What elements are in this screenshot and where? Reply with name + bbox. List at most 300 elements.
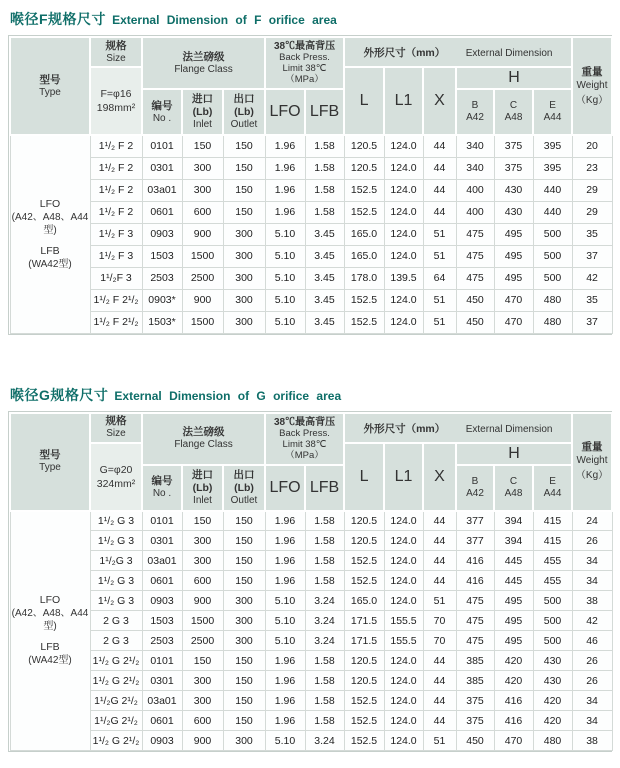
type-group-name: LFO: [39, 594, 61, 607]
cell-lfo: 5.10: [265, 267, 305, 289]
cell-c: 420: [494, 651, 533, 671]
col-header-flange-en: Flange Class: [174, 439, 233, 450]
col-header-weight-zh: 重量: [581, 441, 603, 453]
cell-b: 475: [456, 591, 494, 611]
section-title-g: [10, 385, 612, 405]
cell-size: 1¹/₂ G 3: [90, 531, 142, 551]
cell-outlet: 150: [223, 711, 265, 731]
cell-e: 480: [533, 289, 572, 311]
col-header-bp-zh: 38℃最高背压: [273, 41, 336, 52]
cell-x: 51: [423, 311, 456, 333]
cell-outlet: 300: [223, 223, 265, 245]
cell-lfb: 1.58: [305, 135, 344, 157]
cell-lfb: 1.58: [305, 179, 344, 201]
cell-l1: 124.0: [384, 311, 423, 333]
cell-size: 1¹/₂ F 2¹/₂: [90, 311, 142, 333]
cell-size: 1¹/₂ F 2: [90, 135, 142, 157]
cell-inlet: 2500: [182, 631, 223, 651]
col-header-size: [90, 37, 142, 67]
cell-lfb: 1.58: [305, 157, 344, 179]
col-header-flange-class: [142, 413, 265, 465]
cell-l: 120.5: [344, 531, 384, 551]
cell-inlet: 300: [182, 671, 223, 691]
type-group: [12, 245, 89, 271]
cell-inlet: 300: [182, 157, 223, 179]
cell-l1: 124.0: [384, 711, 423, 731]
cell-b: 475: [456, 267, 494, 289]
cell-weight: 46: [572, 631, 612, 651]
cell-lfb: 1.58: [305, 551, 344, 571]
section-title-g-zh: 喉径G规格尺寸: [10, 386, 109, 403]
cell-x: 44: [423, 651, 456, 671]
col-header-h: H: [456, 67, 572, 89]
cell-weight: 20: [572, 135, 612, 157]
cell-size: 1¹/₂ G 3: [90, 591, 142, 611]
cell-outlet: 300: [223, 267, 265, 289]
cell-lfo: 1.96: [265, 571, 305, 591]
col-header-weight-unit: （Kg）: [575, 94, 609, 106]
col-header-outlet-zh: 出口(Lb): [233, 93, 255, 118]
table-row: [10, 267, 612, 289]
cell-no: 03a01: [142, 691, 182, 711]
col-header-inlet: [182, 89, 223, 135]
cell-l1: 124.0: [384, 511, 423, 531]
cell-l: 152.5: [344, 731, 384, 751]
cell-weight: 26: [572, 671, 612, 691]
col-header-inlet-zh: 进口(Lb): [192, 468, 213, 494]
cell-l1: 124.0: [384, 245, 423, 267]
table-row: [10, 223, 612, 245]
cell-b: 340: [456, 135, 494, 157]
cell-l: 165.0: [344, 245, 384, 267]
table-row: [10, 731, 612, 751]
cell-lfb: 1.58: [305, 711, 344, 731]
col-header-size-zh: 规格: [105, 415, 127, 427]
cell-c: 445: [494, 571, 533, 591]
cell-outlet: 150: [223, 571, 265, 591]
cell-e: 500: [533, 591, 572, 611]
cell-e: 500: [533, 611, 572, 631]
cell-b: 475: [456, 631, 494, 651]
cell-l: 152.5: [344, 551, 384, 571]
cell-lfb: 3.24: [305, 731, 344, 751]
cell-c: 495: [494, 611, 533, 631]
cell-outlet: 300: [223, 311, 265, 333]
cell-weight: 29: [572, 201, 612, 223]
cell-x: 51: [423, 223, 456, 245]
cell-l: 165.0: [344, 591, 384, 611]
cell-x: 44: [423, 179, 456, 201]
cell-weight: 29: [572, 179, 612, 201]
cell-c: 375: [494, 157, 533, 179]
cell-c: 495: [494, 631, 533, 651]
cell-inlet: 300: [182, 179, 223, 201]
cell-c: 445: [494, 551, 533, 571]
col-header-weight: [572, 413, 612, 511]
cell-x: 44: [423, 201, 456, 223]
col-header-size-en: Size: [106, 428, 126, 439]
cell-l: 178.0: [344, 267, 384, 289]
col-header-c-a48: [494, 89, 533, 135]
cell-l: 152.5: [344, 711, 384, 731]
table-row: [10, 711, 612, 731]
cell-no: 0903: [142, 731, 182, 751]
type-group: [12, 641, 89, 667]
col-header-size-en: Size: [106, 52, 126, 64]
col-header-outlet: [223, 89, 265, 135]
table-row: [10, 511, 612, 531]
table-row: [10, 157, 612, 179]
cell-b: 416: [456, 551, 494, 571]
cell-lfb: 1.58: [305, 571, 344, 591]
cell-x: 44: [423, 551, 456, 571]
table-row: [10, 591, 612, 611]
table-row: [10, 651, 612, 671]
cell-c: 430: [494, 179, 533, 201]
cell-lfb: 1.58: [305, 511, 344, 531]
cell-lfo: 5.10: [265, 611, 305, 631]
cell-no: 0101: [142, 511, 182, 531]
col-header-e: E: [549, 475, 556, 487]
col-header-e-sub: A44: [543, 112, 562, 123]
cell-l: 152.5: [344, 179, 384, 201]
cell-outlet: 150: [223, 651, 265, 671]
cell-outlet: 300: [223, 731, 265, 751]
g-orifice-table-wrap: [8, 411, 612, 753]
col-header-lfo: LFO: [265, 89, 305, 135]
cell-l1: 124.0: [384, 179, 423, 201]
col-header-dims-zh: 外形尺寸（mm）: [363, 47, 446, 59]
cell-l1: 124.0: [384, 223, 423, 245]
cell-weight: 35: [572, 289, 612, 311]
cell-outlet: 150: [223, 201, 265, 223]
cell-e: 440: [533, 201, 572, 223]
col-header-weight: [572, 37, 612, 135]
cell-weight: 42: [572, 267, 612, 289]
col-header-x: X: [423, 67, 456, 135]
cell-size: 1¹/₂F 3: [90, 267, 142, 289]
col-header-e-a44: [533, 465, 572, 511]
col-header-type: [10, 37, 90, 135]
cell-outlet: 300: [223, 631, 265, 651]
col-header-b-sub: A42: [466, 487, 484, 499]
cell-l1: 155.5: [384, 631, 423, 651]
col-header-inlet-en: Inlet: [193, 119, 212, 130]
col-header-lfb: LFB: [305, 465, 344, 511]
col-header-type-en: Type: [39, 462, 61, 473]
cell-outlet: 300: [223, 245, 265, 267]
cell-e: 430: [533, 671, 572, 691]
col-header-h: H: [456, 443, 572, 465]
cell-x: 44: [423, 135, 456, 157]
cell-inlet: 150: [182, 651, 223, 671]
table-row: [10, 551, 612, 571]
cell-b: 385: [456, 651, 494, 671]
cell-c: 495: [494, 245, 533, 267]
cell-x: 44: [423, 157, 456, 179]
cell-e: 455: [533, 571, 572, 591]
cell-lfo: 1.96: [265, 511, 305, 531]
type-cell: [10, 135, 90, 333]
cell-weight: 34: [572, 691, 612, 711]
cell-b: 375: [456, 711, 494, 731]
size-spec-g-line2: 324mm²: [96, 477, 136, 490]
cell-lfb: 3.45: [305, 267, 344, 289]
cell-size: 1¹/₂ G 2¹/₂: [90, 731, 142, 751]
cell-lfb: 1.58: [305, 531, 344, 551]
cell-lfo: 1.96: [265, 691, 305, 711]
cell-inlet: 1500: [182, 611, 223, 631]
cell-l: 152.5: [344, 289, 384, 311]
cell-l1: 124.0: [384, 157, 423, 179]
col-header-c-sub: A48: [504, 112, 523, 123]
cell-outlet: 150: [223, 551, 265, 571]
cell-lfb: 3.45: [305, 223, 344, 245]
cell-size: 1¹/₂ G 3: [90, 511, 142, 531]
cell-c: 394: [494, 511, 533, 531]
cell-lfb: 3.45: [305, 245, 344, 267]
col-header-l1: L1: [384, 443, 423, 511]
cell-lfo: 1.96: [265, 135, 305, 157]
type-group-detail: (A42、A48、A44型): [11, 608, 89, 633]
cell-size: 1¹/₂G 2¹/₂: [90, 691, 142, 711]
cell-x: 44: [423, 691, 456, 711]
col-header-bp-en1: Back Press.: [279, 427, 330, 439]
col-header-flange-en: Flange Class: [174, 63, 233, 75]
cell-c: 470: [494, 289, 533, 311]
cell-e: 480: [533, 731, 572, 751]
cell-weight: 34: [572, 571, 612, 591]
col-header-b: B: [471, 475, 479, 487]
cell-lfo: 1.96: [265, 531, 305, 551]
cell-lfo: 1.96: [265, 179, 305, 201]
cell-e: 420: [533, 691, 572, 711]
cell-outlet: 300: [223, 591, 265, 611]
cell-no: 0903: [142, 591, 182, 611]
col-header-inlet-en: Inlet: [193, 494, 212, 506]
table-row: [10, 611, 612, 631]
col-header-outlet-zh: 出口(Lb): [233, 468, 255, 494]
cell-outlet: 150: [223, 135, 265, 157]
type-group: [12, 594, 89, 633]
col-header-back-pressure: [265, 413, 344, 465]
cell-lfb: 3.24: [305, 631, 344, 651]
col-header-outlet-en: Outlet: [230, 119, 258, 130]
cell-x: 44: [423, 511, 456, 531]
col-header-lfb: LFB: [305, 89, 344, 135]
cell-b: 375: [456, 691, 494, 711]
cell-b: 416: [456, 571, 494, 591]
cell-weight: 34: [572, 711, 612, 731]
col-header-flange-zh: 法兰磅级: [182, 50, 225, 63]
cell-no: 0301: [142, 531, 182, 551]
f-orifice-table-wrap: [8, 35, 612, 335]
cell-lfo: 1.96: [265, 671, 305, 691]
cell-lfb: 1.58: [305, 671, 344, 691]
cell-l1: 155.5: [384, 611, 423, 631]
col-header-flange-zh: 法兰磅级: [182, 426, 225, 438]
col-header-no: [142, 89, 182, 135]
cell-lfo: 5.10: [265, 245, 305, 267]
col-header-lfo: LFO: [265, 465, 305, 511]
type-group-name: LFB: [40, 641, 60, 654]
cell-size: 1¹/₂ G 3: [90, 571, 142, 591]
col-header-c: C: [509, 475, 518, 487]
cell-no: 03a01: [142, 551, 182, 571]
size-spec-f-line1: F=φ16: [100, 88, 132, 100]
cell-no: 1503: [142, 245, 182, 267]
table-row: [10, 571, 612, 591]
cell-b: 385: [456, 671, 494, 691]
cell-inlet: 900: [182, 289, 223, 311]
cell-b: 475: [456, 611, 494, 631]
col-header-l: L: [344, 443, 384, 511]
col-header-bp-en1: Back Press.: [279, 52, 330, 63]
cell-inlet: 600: [182, 201, 223, 223]
cell-size: 1¹/₂ F 2: [90, 179, 142, 201]
cell-no: 0601: [142, 201, 182, 223]
col-header-bp-en2: Limit 38℃: [282, 63, 327, 74]
cell-lfo: 5.10: [265, 311, 305, 333]
cell-no: 0601: [142, 711, 182, 731]
cell-c: 470: [494, 731, 533, 751]
cell-l: 171.5: [344, 631, 384, 651]
size-spec-f-line2: 198mm²: [96, 102, 136, 114]
cell-inlet: 900: [182, 223, 223, 245]
cell-x: 70: [423, 611, 456, 631]
cell-l1: 124.0: [384, 551, 423, 571]
table-row: [10, 289, 612, 311]
cell-lfo: 1.96: [265, 157, 305, 179]
cell-e: 455: [533, 551, 572, 571]
cell-lfb: 3.24: [305, 611, 344, 631]
col-header-weight-unit: （Kg）: [575, 470, 609, 481]
cell-no: 0903*: [142, 289, 182, 311]
col-header-x: X: [423, 443, 456, 511]
col-header-no-en: No .: [152, 112, 172, 124]
cell-x: 51: [423, 245, 456, 267]
cell-x: 44: [423, 671, 456, 691]
cell-c: 416: [494, 711, 533, 731]
cell-inlet: 600: [182, 711, 223, 731]
cell-size: 1¹/₂ F 2: [90, 157, 142, 179]
col-header-dims-zh: 外形尺寸（mm）: [363, 422, 446, 435]
cell-l: 152.5: [344, 201, 384, 223]
cell-c: 470: [494, 311, 533, 333]
cell-c: 375: [494, 135, 533, 157]
table-row: [10, 135, 612, 157]
cell-weight: 38: [572, 731, 612, 751]
cell-no: 1503*: [142, 311, 182, 333]
cell-l1: 124.0: [384, 731, 423, 751]
cell-lfo: 1.96: [265, 201, 305, 223]
cell-b: 450: [456, 731, 494, 751]
cell-inlet: 1500: [182, 245, 223, 267]
section-title-f-zh: 喉径F规格尺寸: [10, 11, 107, 27]
col-header-c-sub: A48: [504, 487, 523, 499]
cell-e: 440: [533, 179, 572, 201]
cell-outlet: 150: [223, 691, 265, 711]
cell-no: 0101: [142, 651, 182, 671]
col-header-c: C: [509, 100, 518, 111]
cell-size: 2 G 3: [90, 611, 142, 631]
type-cell: [10, 511, 90, 751]
cell-c: 430: [494, 201, 533, 223]
col-header-no-en: No .: [152, 488, 172, 499]
cell-lfo: 5.10: [265, 731, 305, 751]
cell-l1: 124.0: [384, 201, 423, 223]
col-header-b-sub: A42: [466, 112, 484, 123]
cell-inlet: 300: [182, 551, 223, 571]
size-spec-f: [90, 67, 142, 135]
cell-no: 03a01: [142, 179, 182, 201]
col-header-l: L: [344, 67, 384, 135]
col-header-inlet: [182, 465, 223, 511]
cell-inlet: 300: [182, 691, 223, 711]
cell-c: 394: [494, 531, 533, 551]
table-row: [10, 245, 612, 267]
cell-size: 1¹/₂ G 2¹/₂: [90, 671, 142, 691]
col-header-flange-class: [142, 37, 265, 89]
cell-outlet: 300: [223, 289, 265, 311]
type-group: [12, 198, 89, 237]
col-header-dims-en: External Dimension: [465, 423, 553, 435]
cell-weight: 37: [572, 245, 612, 267]
cell-x: 44: [423, 531, 456, 551]
type-group-name: LFO: [39, 197, 61, 210]
col-header-size-zh: 规格: [105, 39, 127, 52]
cell-weight: 26: [572, 651, 612, 671]
col-header-b-a42: [456, 465, 494, 511]
cell-l: 120.5: [344, 157, 384, 179]
cell-l1: 124.0: [384, 135, 423, 157]
cell-size: 1¹/₂ F 2¹/₂: [90, 289, 142, 311]
cell-lfb: 3.24: [305, 591, 344, 611]
cell-size: 1¹/₂ F 3: [90, 245, 142, 267]
col-header-b-a42: [456, 89, 494, 135]
cell-outlet: 150: [223, 179, 265, 201]
cell-c: 495: [494, 223, 533, 245]
cell-lfo: 5.10: [265, 591, 305, 611]
cell-inlet: 150: [182, 135, 223, 157]
cell-c: 420: [494, 671, 533, 691]
cell-e: 415: [533, 531, 572, 551]
cell-lfb: 1.58: [305, 651, 344, 671]
cell-outlet: 150: [223, 531, 265, 551]
cell-l1: 124.0: [384, 671, 423, 691]
cell-b: 475: [456, 223, 494, 245]
col-header-type-en: Type: [39, 86, 61, 98]
col-header-type-zh: 型号: [39, 73, 61, 86]
section-title-g-en: External Dimension of G orifice area: [114, 388, 342, 403]
table-row: [10, 531, 612, 551]
cell-b: 475: [456, 245, 494, 267]
cell-x: 51: [423, 591, 456, 611]
cell-outlet: 150: [223, 511, 265, 531]
cell-no: 0601: [142, 571, 182, 591]
cell-b: 400: [456, 179, 494, 201]
table-row: [10, 691, 612, 711]
cell-lfo: 5.10: [265, 289, 305, 311]
cell-weight: 34: [572, 551, 612, 571]
cell-lfo: 1.96: [265, 711, 305, 731]
cell-e: 500: [533, 223, 572, 245]
cell-l: 152.5: [344, 311, 384, 333]
cell-size: 1¹/₂ F 3: [90, 223, 142, 245]
col-header-c-a48: [494, 465, 533, 511]
cell-l: 120.5: [344, 135, 384, 157]
cell-b: 450: [456, 311, 494, 333]
